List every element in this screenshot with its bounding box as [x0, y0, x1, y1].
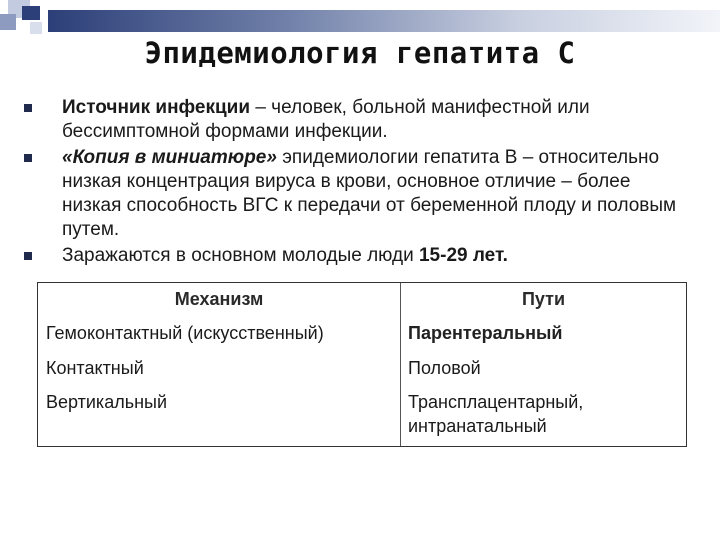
table-header-routes: Пути	[521, 289, 566, 309]
bullet-square-icon	[24, 104, 32, 112]
slide-title: Эпидемиология гепатита С	[144, 36, 576, 70]
bullet-item	[24, 244, 694, 268]
mechanism-table	[37, 282, 687, 447]
table-cell: Гемоконтактный (искусственный)	[46, 323, 324, 343]
table-cell: Трансплацентарный, интранатальный	[408, 392, 584, 436]
bullet-square-icon	[24, 252, 32, 260]
bullet-text: – человек, больной манифестной или бессимптомной формами инфекции.	[62, 97, 590, 142]
bullet-item	[24, 146, 694, 242]
table-cell: Парентеральный	[408, 323, 563, 343]
table-header-mechanism: Механизм	[174, 289, 264, 309]
table-cell: Контактный	[46, 358, 144, 378]
bullet-bold-text: 15-29 лет.	[418, 245, 508, 266]
bullet-list	[24, 96, 694, 268]
table-cell: Вертикальный	[46, 392, 168, 412]
bullet-item	[24, 96, 694, 144]
table-cell: Половой	[408, 358, 481, 378]
bullet-text: эпидемиологии гепатита В – относительно низкая концентрация вируса в крови, основное отличие – более низкая способность ВГС к передачи от беременной плоду и половым путем.	[62, 147, 677, 240]
bullet-text: Заражаются в основном молодые люди	[62, 245, 419, 266]
bullet-bold-italic-text: «Копия в миниатюре»	[62, 147, 277, 168]
bullet-square-icon	[24, 154, 32, 162]
bullet-bold-text: Источник инфекции	[62, 97, 251, 118]
